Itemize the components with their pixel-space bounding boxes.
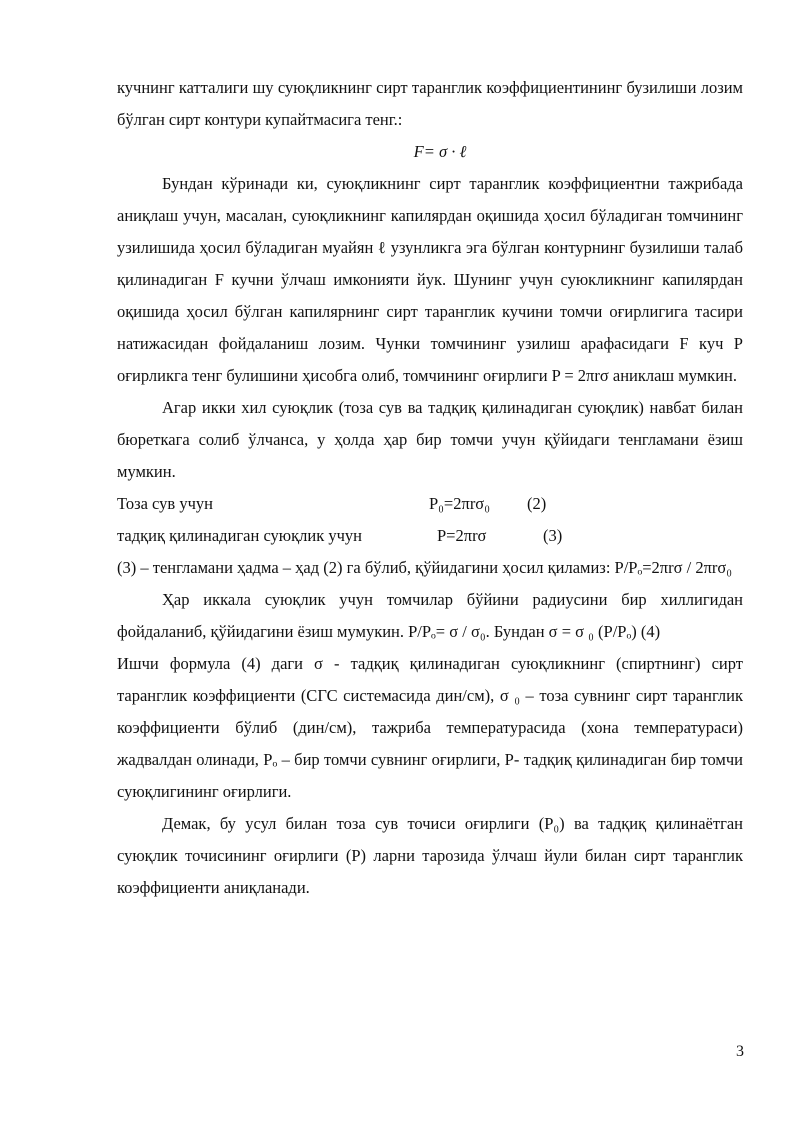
equation-row-liquid	[117, 520, 743, 552]
paragraph-7: Демак, бу усул билан тоза сув точиси оғирлиги (P₀) ва тадқиқ қилинаётган суюқлик точисининг оғирлиги (P) ларни тарозида ўлчаш йули билан сирт таранглик коэффициенти аниқланади.	[117, 814, 743, 897]
equation-formula: P=2πrσ	[437, 526, 487, 545]
page-number: 3	[736, 1043, 744, 1060]
document-page	[117, 72, 743, 904]
formula-force: F= σ · ℓ	[413, 142, 467, 161]
paragraph-2: Бундан кўринади ки, суюқликнинг сирт таранглик коэффициентни тажрибада аниқлаш учун, масалан, суюқликнинг капилярдан оқишида ҳосил бўладиган томчининг узилишида ҳосил бўладиган муайян ℓ узунликга эга бўлган контурнинг бузилиши талаб қилинадиган F кучни ўлчаш имконияти йук. Шунинг учун суюкликнинг капилярдан оқишида ҳосил бўлган капилярнинг сирт таранглик кучини томчи оғирлигига тасири натижасидан фойдаланиш лозим. Чунки томчининг узилиш арафасидаги F куч P оғирликга тенг булишини ҳисобга олиб, томчининг оғирлиги P = 2πrσ аниклаш мумкин.	[117, 174, 743, 385]
paragraph-6: Ишчи формула (4) даги σ - тадқиқ қилинадиган суюқликнинг (спиртнинг) сирт таранглик коэффициенти (СГС системасида дин/см), σ ₀ – тоза сувнинг сирт таранглик коэффициенти бўлиб (дин/см), тажриба температурасида (хона температураси) жадвалдан олинади, Pₒ – бир томчи сувнинг оғирлиги, P- тадқиқ қилинадиган бир томчи суюқлигининг оғирлиги.	[117, 654, 743, 801]
paragraph-4: (3) – тенгламани ҳадма – ҳад (2) га бўлиб, қўйидагини ҳосил қиламиз: P/Pₒ=2πrσ / 2πrσ₀	[117, 558, 733, 577]
paragraph-3: Агар икки хил суюқлик (тоза сув ва тадқиқ қилинадиган суюқлик) навбат билан бюреткага солиб ўлчанса, у ҳолда ҳар бир томчи учун қўйидаги тенгламани ёзиш мумкин.	[117, 398, 743, 481]
equation-label: тадқиқ қилинадиган суюқлик учун	[117, 526, 362, 545]
paragraph-1: кучнинг катталиги шу суюқликнинг сирт таранглик коэффициентининг бузилиши лозим бўлган сирт контури купайтмасига тенг.:	[117, 78, 743, 129]
equation-row-water	[117, 488, 743, 520]
paragraph-5: Ҳар иккала суюқлик учун томчилар бўйини радиусини бир хиллигидан фойдаланиб, қўйидагини ёзиш мумукин. P/Pₒ= σ / σ₀. Бундан σ = σ ₀ (P/Pₒ) (4)	[117, 590, 743, 641]
equation-formula: P₀=2πrσ₀	[429, 494, 490, 513]
equation-number: (2)	[527, 494, 547, 513]
equation-label: Тоза сув учун	[117, 494, 213, 513]
equation-number: (3)	[543, 526, 563, 545]
